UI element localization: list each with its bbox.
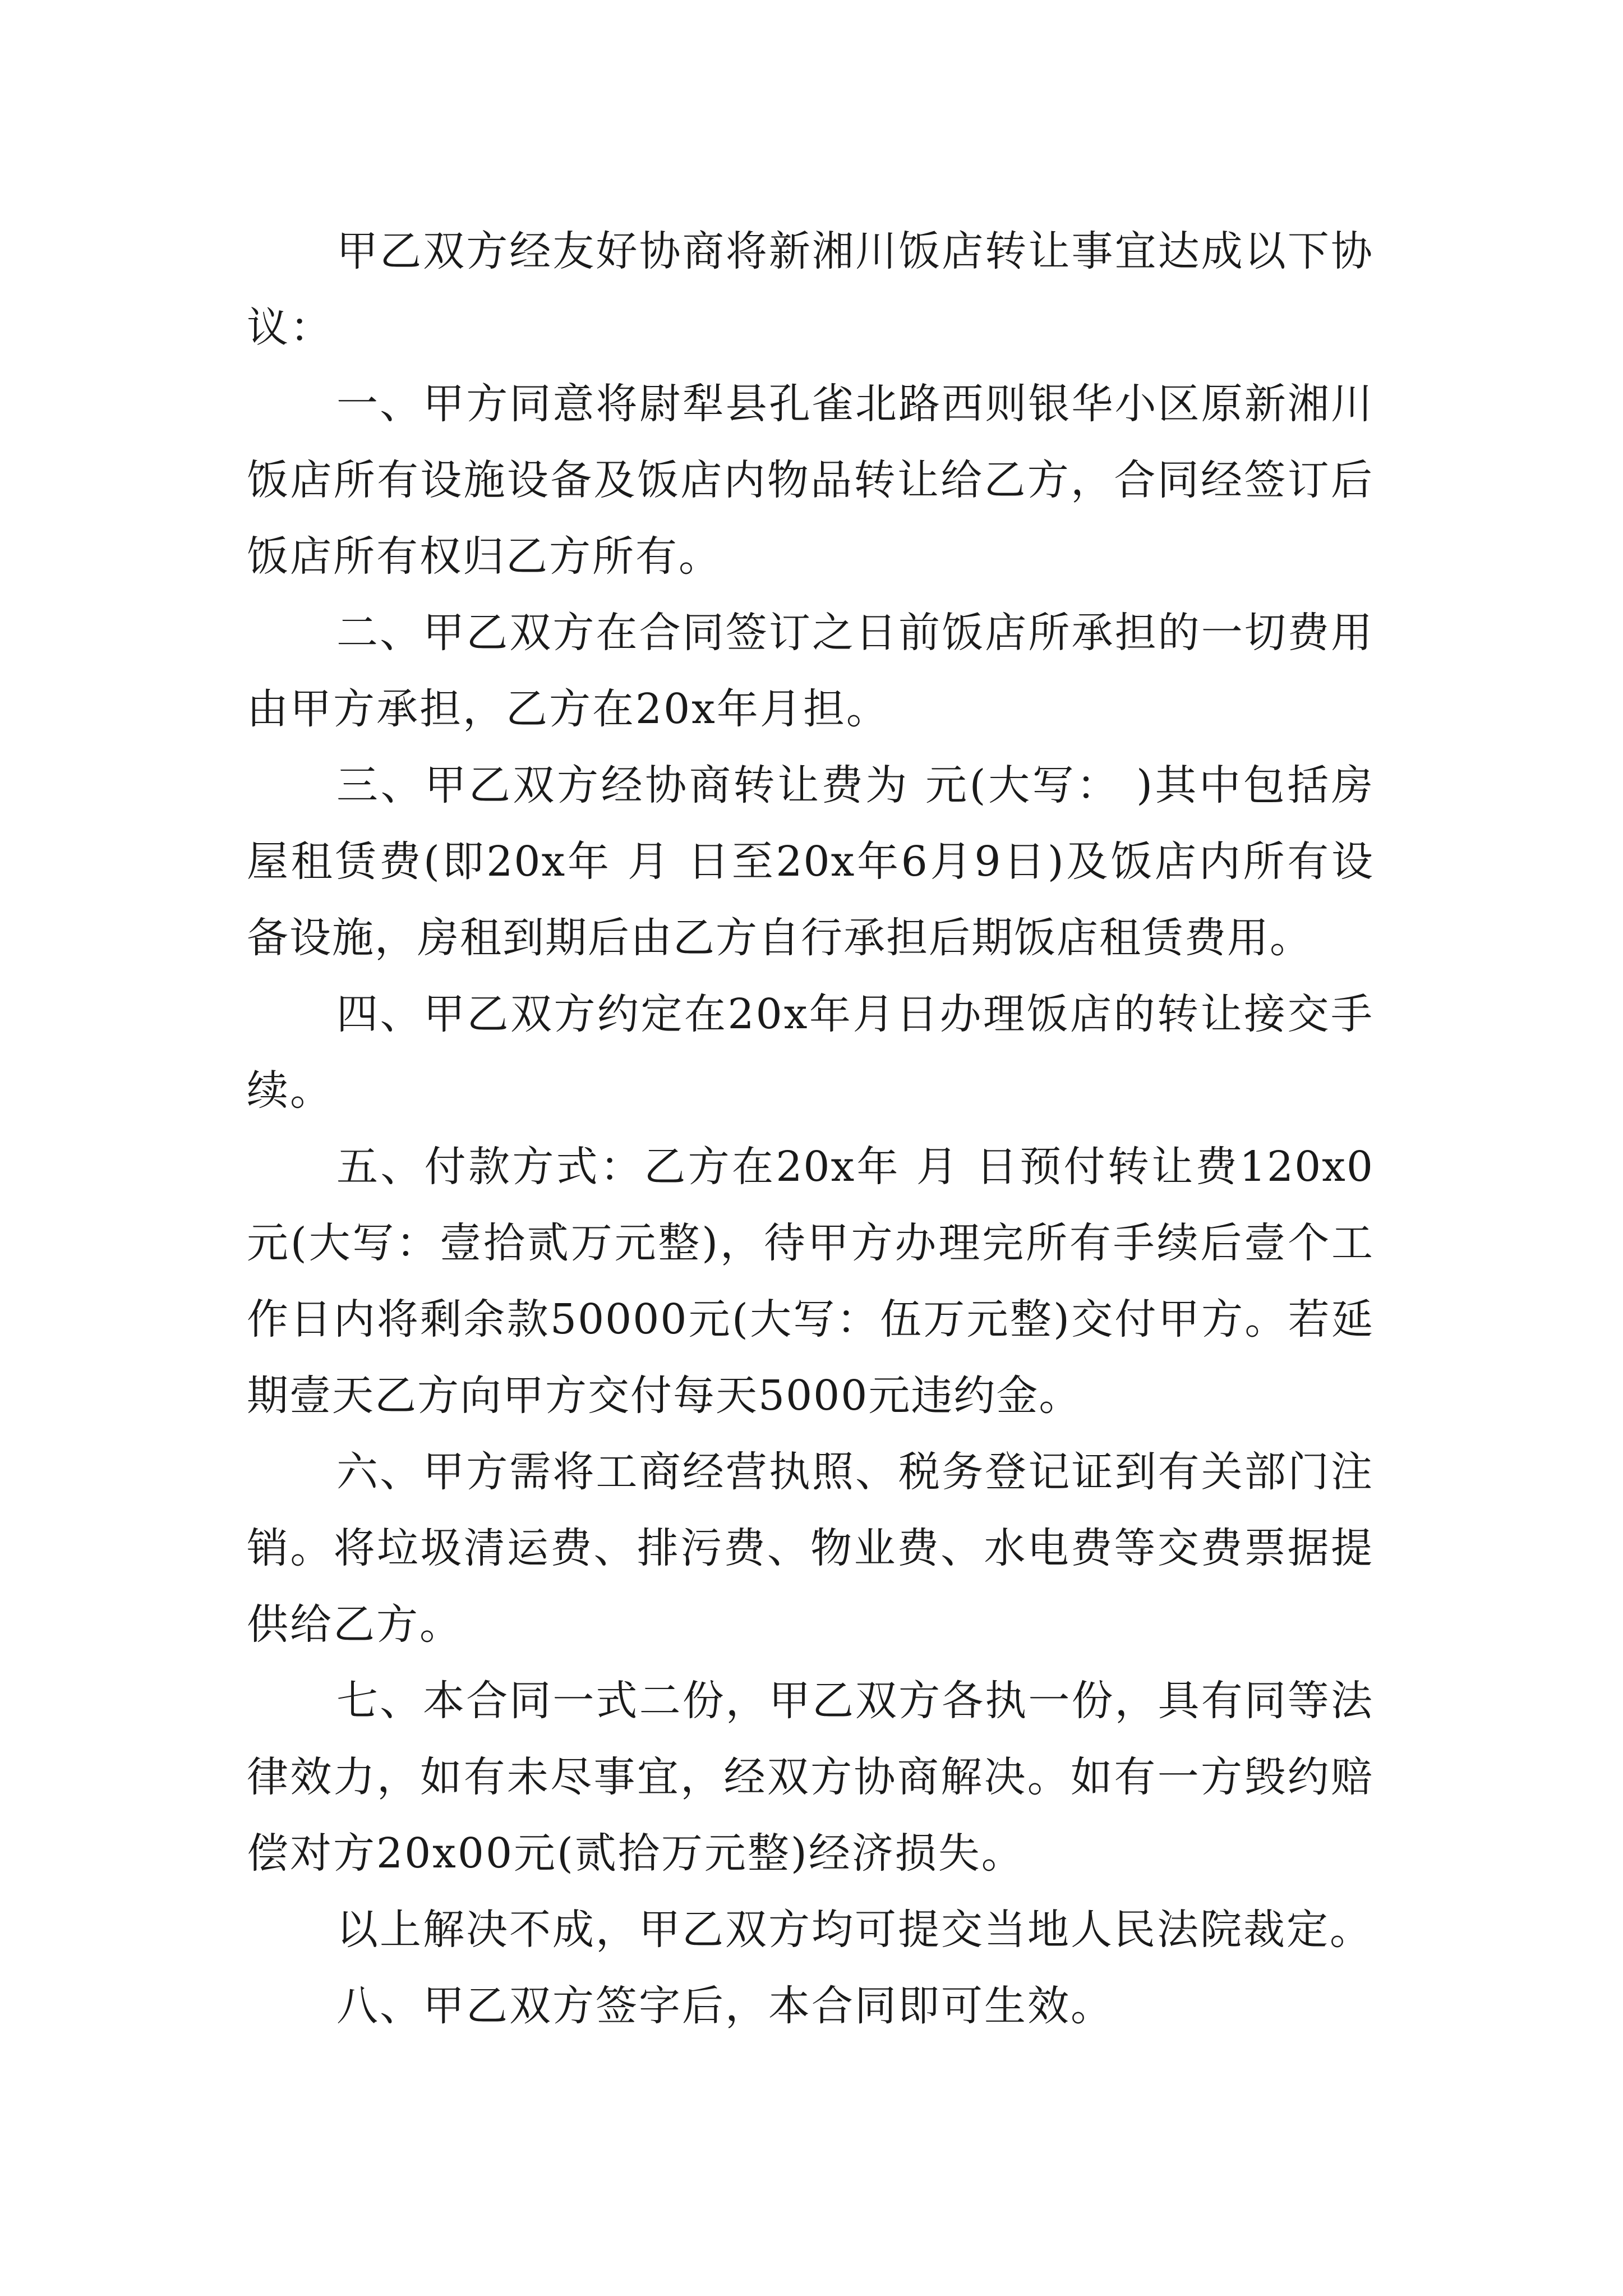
dispute-paragraph: 以上解决不成，甲乙双方均可提交当地人民法院裁定。 (336, 1906, 1373, 1954)
clause-1-paragraph: 一、甲方同意将尉犁县孔雀北路西则银华小区原新湘川饭店所有设施设备及饭店内物品转让给乙方，合同经签订后饭店所有权归乙方所有。 (247, 380, 1374, 581)
intro-paragraph: 甲乙双方经友好协商将新湘川饭店转让事宜达成以下协议： (247, 227, 1374, 352)
clause-3-paragraph: 三、甲乙双方经协商转让费为 元(大写： )其中包括房屋租赁费(即20x年 月 日至20x年6月9日)及饭店内所有设备设施，房租到期后由乙方自行承担后期饭店租赁费用。 (247, 761, 1374, 962)
clause-4-paragraph: 四、甲乙双方约定在20x年月日办理饭店的转让接交手续。 (247, 990, 1374, 1115)
clause-6-paragraph: 六、甲方需将工商经营执照、税务登记证到有关部门注销。将垃圾清运费、排污费、物业费、水电费等交费票据提供给乙方。 (247, 1448, 1374, 1649)
document-body (247, 213, 1374, 2044)
clause-2-paragraph: 二、甲乙双方在合同签订之日前饭店所承担的一切费用由甲方承担，乙方在20x年月担。 (247, 609, 1374, 733)
clause-5-paragraph: 五、付款方式：乙方在20x年 月 日预付转让费120x0元(大写：壹拾贰万元整)，待甲方办理完所有手续后壹个工作日内将剩余款50000元(大写：伍万元整)交付甲方。若延期壹天乙方向甲方交付每天5000元违约金。 (247, 1143, 1374, 1420)
clause-8-paragraph: 八、甲乙双方签字后，本合同即可生效。 (336, 1982, 1114, 2030)
clause-7-paragraph: 七、本合同一式二份，甲乙双方各执一份，具有同等法律效力，如有未尽事宜，经双方协商解决。如有一方毁约赔偿对方20x00元(贰拾万元整)经济损失。 (247, 1677, 1374, 1878)
